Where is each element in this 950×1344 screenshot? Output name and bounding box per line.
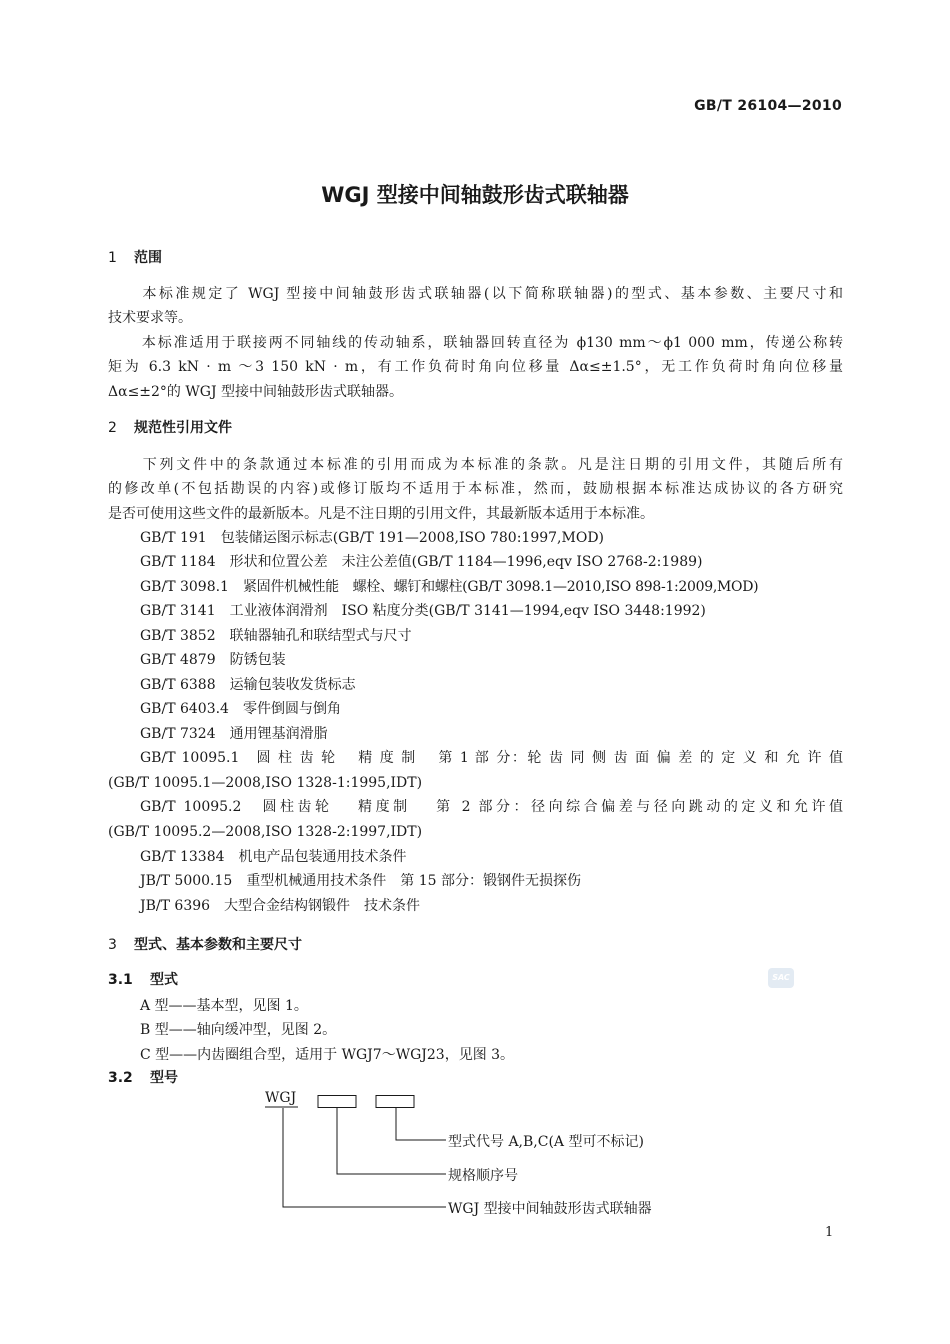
text-line: 矩为 6.3 kN · m ～3 150 kN · m，有工作负荷时角向位移量 Δα≤±1.5°，无工作负荷时角向位移量	[108, 359, 843, 376]
section-number: 1	[108, 250, 117, 266]
subsection-number: 3.2	[108, 1070, 133, 1086]
spec-number-label: 规格顺序号	[448, 1168, 518, 1184]
page-number: 1	[825, 1225, 834, 1240]
reference-code: GB/T 6403.4	[140, 701, 229, 717]
subsection-title: 型号	[150, 1070, 178, 1086]
type-code-label: 型式代号 A,B,C(A 型可不标记)	[448, 1134, 644, 1150]
reference-code: JB/T 6396	[140, 898, 211, 914]
reference-title: 联轴器轴孔和联结型式与尺寸	[229, 628, 412, 644]
reference-title: 机电产品包装通用技术条件	[238, 849, 407, 865]
section-number: 3	[108, 937, 117, 953]
reference-title: 包装储运图示标志(GB/T 191—2008,ISO 780:1997,MOD)	[220, 530, 605, 546]
reference-title: 运输包装收发货标志	[229, 677, 356, 693]
type-item: C 型——内齿圈组合型，适用于 WGJ7～WGJ23，见图 3。	[140, 1047, 515, 1063]
text-line: 是否可使用这些文件的最新版本。凡是不注日期的引用文件，其最新版本适用于本标准。	[108, 505, 654, 522]
reference-code: JB/T 5000.15	[140, 873, 233, 889]
spec-placeholder-box	[318, 1096, 356, 1108]
reference-code: GB/T 1184	[140, 554, 216, 570]
reference-code: GB/T 6388	[140, 677, 216, 693]
reference-code: GB/T 4879	[140, 652, 216, 668]
reference-code: GB/T 3141	[140, 603, 216, 619]
reference-title: 零件倒圆与倒角	[242, 701, 341, 717]
spec-leader-line	[337, 1108, 446, 1174]
reference-title: 形状和位置公差 未注公差值(GB/T 1184—1996,eqv ISO 2768-2:1989)	[229, 554, 703, 570]
text-line: 的修改单(不包括勘误的内容)或修订版均不适用于本标准，然而，鼓励根据本标准达成协议的各方研究	[108, 481, 843, 498]
product-name-label: WGJ 型接中间轴鼓形齿式联轴器	[448, 1201, 652, 1217]
type-leader-line	[396, 1108, 446, 1140]
model-prefix: WGJ	[265, 1090, 297, 1106]
section-title: 规范性引用文件	[134, 420, 232, 436]
reference-code: GB/T 3852	[140, 628, 216, 644]
type-item: A 型——基本型，见图 1。	[140, 998, 308, 1014]
type-placeholder-box	[376, 1096, 414, 1108]
text-line: (GB/T 10095.2—2008,ISO 1328-2:1997,IDT)	[108, 823, 423, 840]
reference-title: 大型合金结构钢锻件 技术条件	[224, 898, 421, 914]
text-line: GB/T 10095.2 圆柱齿轮 精度制 第 2 部分：径向综合偏差与径向跳动的定义和允许值	[140, 799, 843, 815]
section-title: 型式、基本参数和主要尺寸	[134, 937, 302, 953]
reference-title: 通用锂基润滑脂	[229, 726, 328, 742]
text-line: 本标准适用于联接两不同轴线的传动轴系，联轴器回转直径为 ϕ130 mm～ϕ1 000 mm，传递公称转	[140, 335, 843, 351]
reference-code: GB/T 191	[140, 530, 207, 546]
text-line: (GB/T 10095.1—2008,ISO 1328-1:1995,IDT)	[108, 774, 423, 791]
reference-title: 重型机械通用技术条件 第 15 部分：锻钢件无损探伤	[246, 873, 582, 889]
sac-watermark-logo: SAC	[768, 968, 794, 988]
reference-code: GB/T 7324	[140, 726, 216, 742]
section-number: 2	[108, 420, 117, 436]
text-line: 下列文件中的条款通过本标准的引用而成为本标准的条款。凡是注日期的引用文件，其随后所有	[140, 457, 843, 473]
reference-title: 工业液体润滑剂 ISO 粘度分类(GB/T 3141—1994,eqv ISO 3448:1992)	[229, 603, 706, 619]
document-number: GB/T 26104—2010	[694, 98, 842, 114]
reference-code: GB/T 3098.1	[140, 579, 229, 595]
reference-title: 防锈包装	[229, 652, 286, 668]
text-line: 技术要求等。	[108, 310, 192, 327]
type-item: B 型——轴向缓冲型，见图 2。	[140, 1022, 337, 1038]
name-leader-line	[283, 1108, 446, 1207]
reference-code: GB/T 13384	[140, 849, 225, 865]
text-line: 本标准规定了 WGJ 型接中间轴鼓形齿式联轴器(以下简称联轴器)的型式、基本参数、主要尺寸和	[140, 286, 843, 302]
section-title: 范围	[134, 250, 162, 266]
text-line: Δα≤±2°的 WGJ 型接中间轴鼓形齿式联轴器。	[108, 383, 404, 400]
page-title: WGJ 型接中间轴鼓形齿式联轴器	[321, 183, 629, 207]
text-line: GB/T 10095.1 圆 柱 齿 轮 精 度 制 第 1 部 分：轮 齿 同 侧 齿 面 偏 差 的 定 义 和 允 许 值	[140, 750, 843, 766]
reference-title: 紧固件机械性能 螺栓、螺钉和螺柱(GB/T 3098.1—2010,ISO 898-1:2009,MOD)	[242, 579, 759, 595]
subsection-number: 3.1	[108, 972, 133, 988]
subsection-title: 型式	[150, 972, 178, 988]
